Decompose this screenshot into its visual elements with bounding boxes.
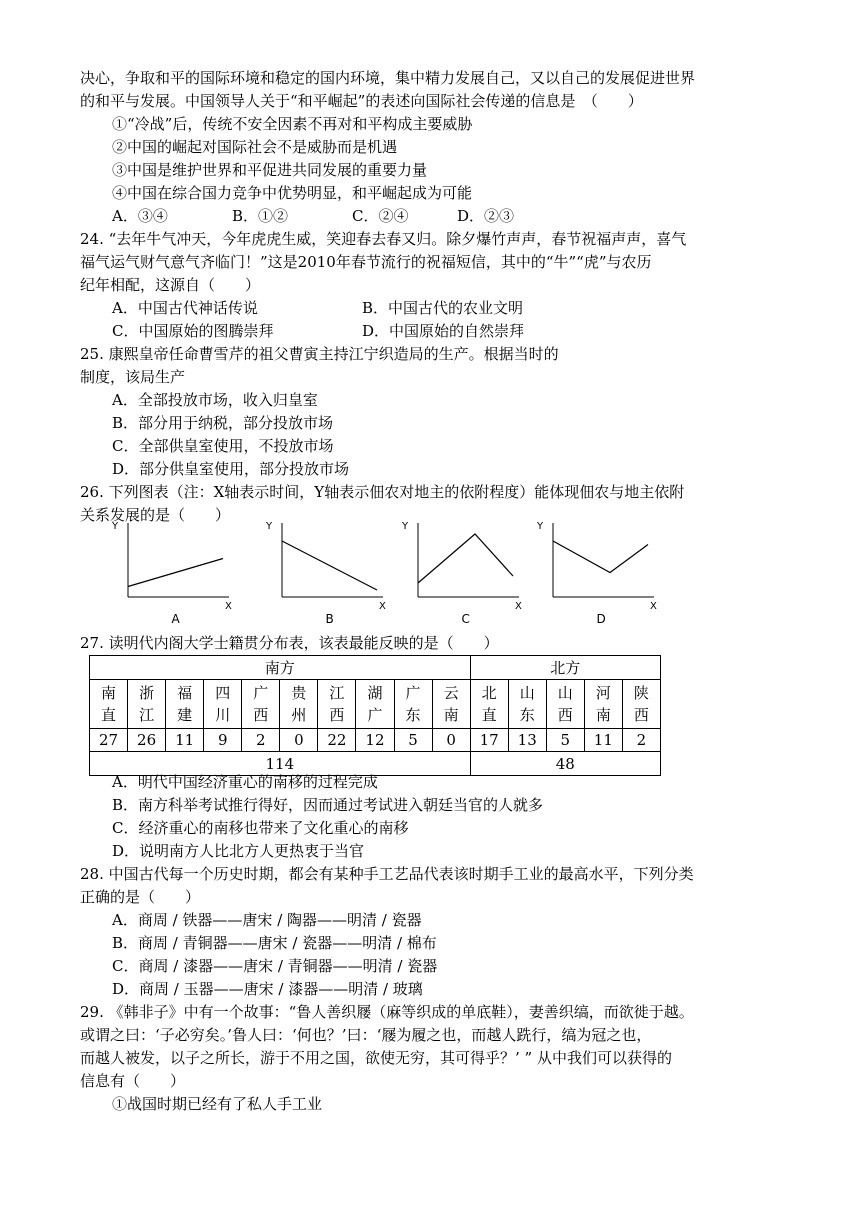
province-char: 广 — [253, 684, 269, 702]
count-cell: 0 — [280, 729, 318, 752]
province-cell — [508, 680, 546, 729]
province-cell — [356, 680, 394, 729]
chart-x-label: X — [515, 601, 522, 612]
chart-y-label: Y — [402, 521, 409, 532]
province-char: 浙 — [139, 684, 155, 702]
count-cell: 11 — [166, 729, 204, 752]
count-cell: 26 — [128, 729, 166, 752]
chart-series-line — [128, 559, 223, 587]
province-char: 直 — [481, 706, 497, 724]
north-total: 48 — [470, 752, 660, 776]
q24-option-b: B．中国古代的农业文明 — [362, 299, 524, 317]
chart-y-label: Y — [112, 521, 119, 532]
q25-option-a: A．全部投放市场，收入归皇室 — [112, 391, 318, 409]
q24-stem-line-3: 纪年相配，这源自（ ） — [80, 276, 261, 294]
q24-option-d: D．中国原始的自然崇拜 — [362, 322, 525, 340]
province-char: 南 — [595, 706, 611, 724]
q23-option-d: D．②③ — [457, 207, 515, 225]
chart-x-label: X — [650, 601, 657, 612]
count-cell: 0 — [432, 729, 470, 752]
province-cell — [622, 680, 660, 729]
q28-option-a: A．商周 / 铁器——唐宋 / 陶器——明清 / 瓷器 — [112, 911, 422, 929]
chart-series-line — [553, 541, 648, 573]
q24-options-row-1 — [112, 297, 712, 319]
count-cell: 2 — [622, 729, 660, 752]
count-cell: 5 — [394, 729, 432, 752]
province-char: 川 — [215, 706, 231, 724]
q23-item-2: ②中国的崛起对国际社会不是威胁而是机遇 — [112, 138, 398, 156]
province-char: 南 — [443, 706, 459, 724]
chart-series-line — [282, 541, 377, 590]
province-char: 东 — [405, 706, 421, 724]
q23-stem-line-1: 决心，争取和平的国际环境和稳定的国内环境，集中精力发展自己，又以自己的发展促进世界 — [80, 69, 696, 87]
q25-option-b: B．部分用于纳税，部分投放市场 — [112, 414, 334, 432]
count-cell: 5 — [546, 729, 584, 752]
province-cell — [470, 680, 508, 729]
count-cell: 2 — [242, 729, 280, 752]
province-char: 河 — [595, 684, 611, 702]
q24-option-c: C．中国原始的图腾崇拜 — [112, 322, 274, 340]
province-cell — [318, 680, 356, 729]
province-char: 山 — [557, 684, 573, 702]
province-row — [90, 680, 661, 729]
province-cell — [432, 680, 470, 729]
province-char: 四 — [215, 684, 231, 702]
province-cell — [280, 680, 318, 729]
chart-x-label: X — [225, 601, 232, 612]
q23-options — [112, 205, 612, 227]
q24-stem-line-2: 福气运气财气意气齐临门！”这是2010年春节流行的祝福短信，其中的“牛”“虎”与农历 — [80, 253, 652, 271]
province-char: 广 — [367, 706, 383, 724]
province-char: 州 — [291, 706, 307, 724]
province-char: 广 — [405, 684, 421, 702]
chart-caption: D — [596, 612, 606, 626]
q27-grand-secretaries-table — [89, 655, 661, 776]
q23-option-c: C．②④ — [352, 207, 409, 225]
q28-stem-line-1: 28. 中国古代每一个历史时期，都会有某种手工艺品代表该时期手工业的最高水平，下列分类 — [80, 865, 694, 883]
count-cell: 11 — [584, 729, 622, 752]
province-cell — [90, 680, 128, 729]
q25-stem-line-2: 制度，该局生产 — [80, 368, 186, 386]
south-total: 114 — [90, 752, 471, 776]
province-char: 直 — [101, 706, 117, 724]
q27-option-d: D．说明南方人比北方人更热衷于当官 — [112, 842, 365, 860]
province-cell — [128, 680, 166, 729]
count-cell: 22 — [318, 729, 356, 752]
province-char: 东 — [519, 706, 535, 724]
q27-stem: 27. 读明代内阁大学士籍贯分布表，该表最能反映的是（ ） — [80, 634, 499, 652]
q23-item-1: ①“冷战”后，传统不安全因素不再对和平构成主要威胁 — [112, 115, 473, 133]
q29-item-1: ①战国时期已经有了私人手工业 — [112, 1095, 323, 1113]
north-header: 北方 — [470, 656, 660, 680]
province-cell — [204, 680, 242, 729]
chart-caption: A — [171, 612, 180, 626]
q27-option-b: B．南方科举考试推行得好，因而通过考试进入朝廷当官的人就多 — [112, 796, 544, 814]
q29-stem-line-2: 或谓之曰：‘子必穷矣。’鲁人曰：‘何也？’曰：‘屦为履之也，而越人跣行，缟为冠之也， — [80, 1026, 652, 1044]
q23-stem-line-2: 的和平与发展。中国领导人关于“和平崛起”的表述向国际社会传递的信息是 （ ） — [80, 92, 643, 110]
chart-caption: B — [325, 612, 334, 626]
q29-stem-line-3: 而越人被发，以子之所长，游于不用之国，欲使无穷，其可得乎？’ ” 从中我们可以获得的 — [80, 1049, 672, 1067]
q25-stem-line-1: 25. 康熙皇帝任命曹雪芹的祖父曹寅主持江宁织造局的生产。根据当时的 — [80, 345, 559, 363]
q23-option-a: A．③④ — [112, 207, 168, 225]
q28-option-c: C．商周 / 漆器——唐宋 / 青铜器——明清 / 瓷器 — [112, 957, 438, 975]
q24-options-row-2 — [112, 320, 712, 342]
q26-stem-line-1: 26. 下列图表（注：X轴表示时间，Y轴表示佃农对地主的依附程度）能体现佃农与地主依附 — [80, 483, 685, 501]
q24-stem-line-1: 24. “去年牛气冲天，今年虎虎生威，笑迎春去春又归。除夕爆竹声声，春节祝福声声，喜气 — [80, 230, 687, 248]
count-row — [90, 729, 661, 752]
province-char: 江 — [329, 684, 345, 702]
q28-stem-line-2: 正确的是（ ） — [80, 888, 201, 906]
province-char: 云 — [443, 684, 459, 702]
province-cell — [584, 680, 622, 729]
province-char: 南 — [101, 684, 117, 702]
count-cell: 13 — [508, 729, 546, 752]
province-cell — [546, 680, 584, 729]
province-char: 建 — [177, 706, 193, 724]
q24-option-a: A．中国古代神话传说 — [112, 299, 258, 317]
count-cell: 9 — [204, 729, 242, 752]
province-char: 江 — [139, 706, 155, 724]
chart-y-label: Y — [266, 521, 273, 532]
q26-charts — [90, 515, 670, 630]
chart-caption: C — [461, 612, 470, 626]
province-char: 陕 — [633, 684, 649, 702]
chart-series-line — [418, 534, 513, 583]
q28-option-b: B．商周 / 青铜器——唐宋 / 瓷器——明清 / 棉布 — [112, 934, 437, 952]
count-cell: 17 — [470, 729, 508, 752]
province-char: 贵 — [291, 684, 307, 702]
chart-x-label: X — [379, 601, 386, 612]
q23-item-4: ④中国在综合国力竞争中优势明显，和平崛起成为可能 — [112, 184, 473, 202]
province-char: 北 — [481, 684, 497, 702]
province-char: 福 — [177, 684, 193, 702]
south-header: 南方 — [90, 656, 471, 680]
q28-option-d: D．商周 / 玉器——唐宋 / 漆器——明清 / 玻璃 — [112, 980, 423, 998]
province-char: 西 — [253, 706, 269, 724]
count-cell: 12 — [356, 729, 394, 752]
q27-option-a: A．明代中国经济重心的南移的过程完成 — [112, 773, 378, 791]
q25-option-d: D．部分供皇室使用，部分投放市场 — [112, 460, 350, 478]
province-char: 山 — [519, 684, 535, 702]
q23-item-3: ③中国是维护世界和平促进共同发展的重要力量 — [112, 161, 428, 179]
province-char: 西 — [329, 706, 345, 724]
province-char: 西 — [633, 706, 649, 724]
q25-option-c: C．全部供皇室使用，不投放市场 — [112, 437, 334, 455]
q27-option-c: C．经济重心的南移也带来了文化重心的南移 — [112, 819, 409, 837]
province-cell — [242, 680, 280, 729]
chart-y-label: Y — [537, 521, 544, 532]
province-cell — [394, 680, 432, 729]
province-char: 西 — [557, 706, 573, 724]
q29-stem-line-1: 29. 《韩非子》中有一个故事：“鲁人善织屦（麻等织成的单底鞋），妻善织缟，而欲徙于越。 — [80, 1003, 694, 1021]
province-char: 湖 — [367, 684, 383, 702]
count-cell: 27 — [90, 729, 128, 752]
q23-option-b: B．①② — [232, 207, 289, 225]
q26-stem-line-2: 关系发展的是（ ） — [80, 506, 231, 524]
province-cell — [166, 680, 204, 729]
q29-stem-line-4: 信息有（ ） — [80, 1072, 186, 1090]
